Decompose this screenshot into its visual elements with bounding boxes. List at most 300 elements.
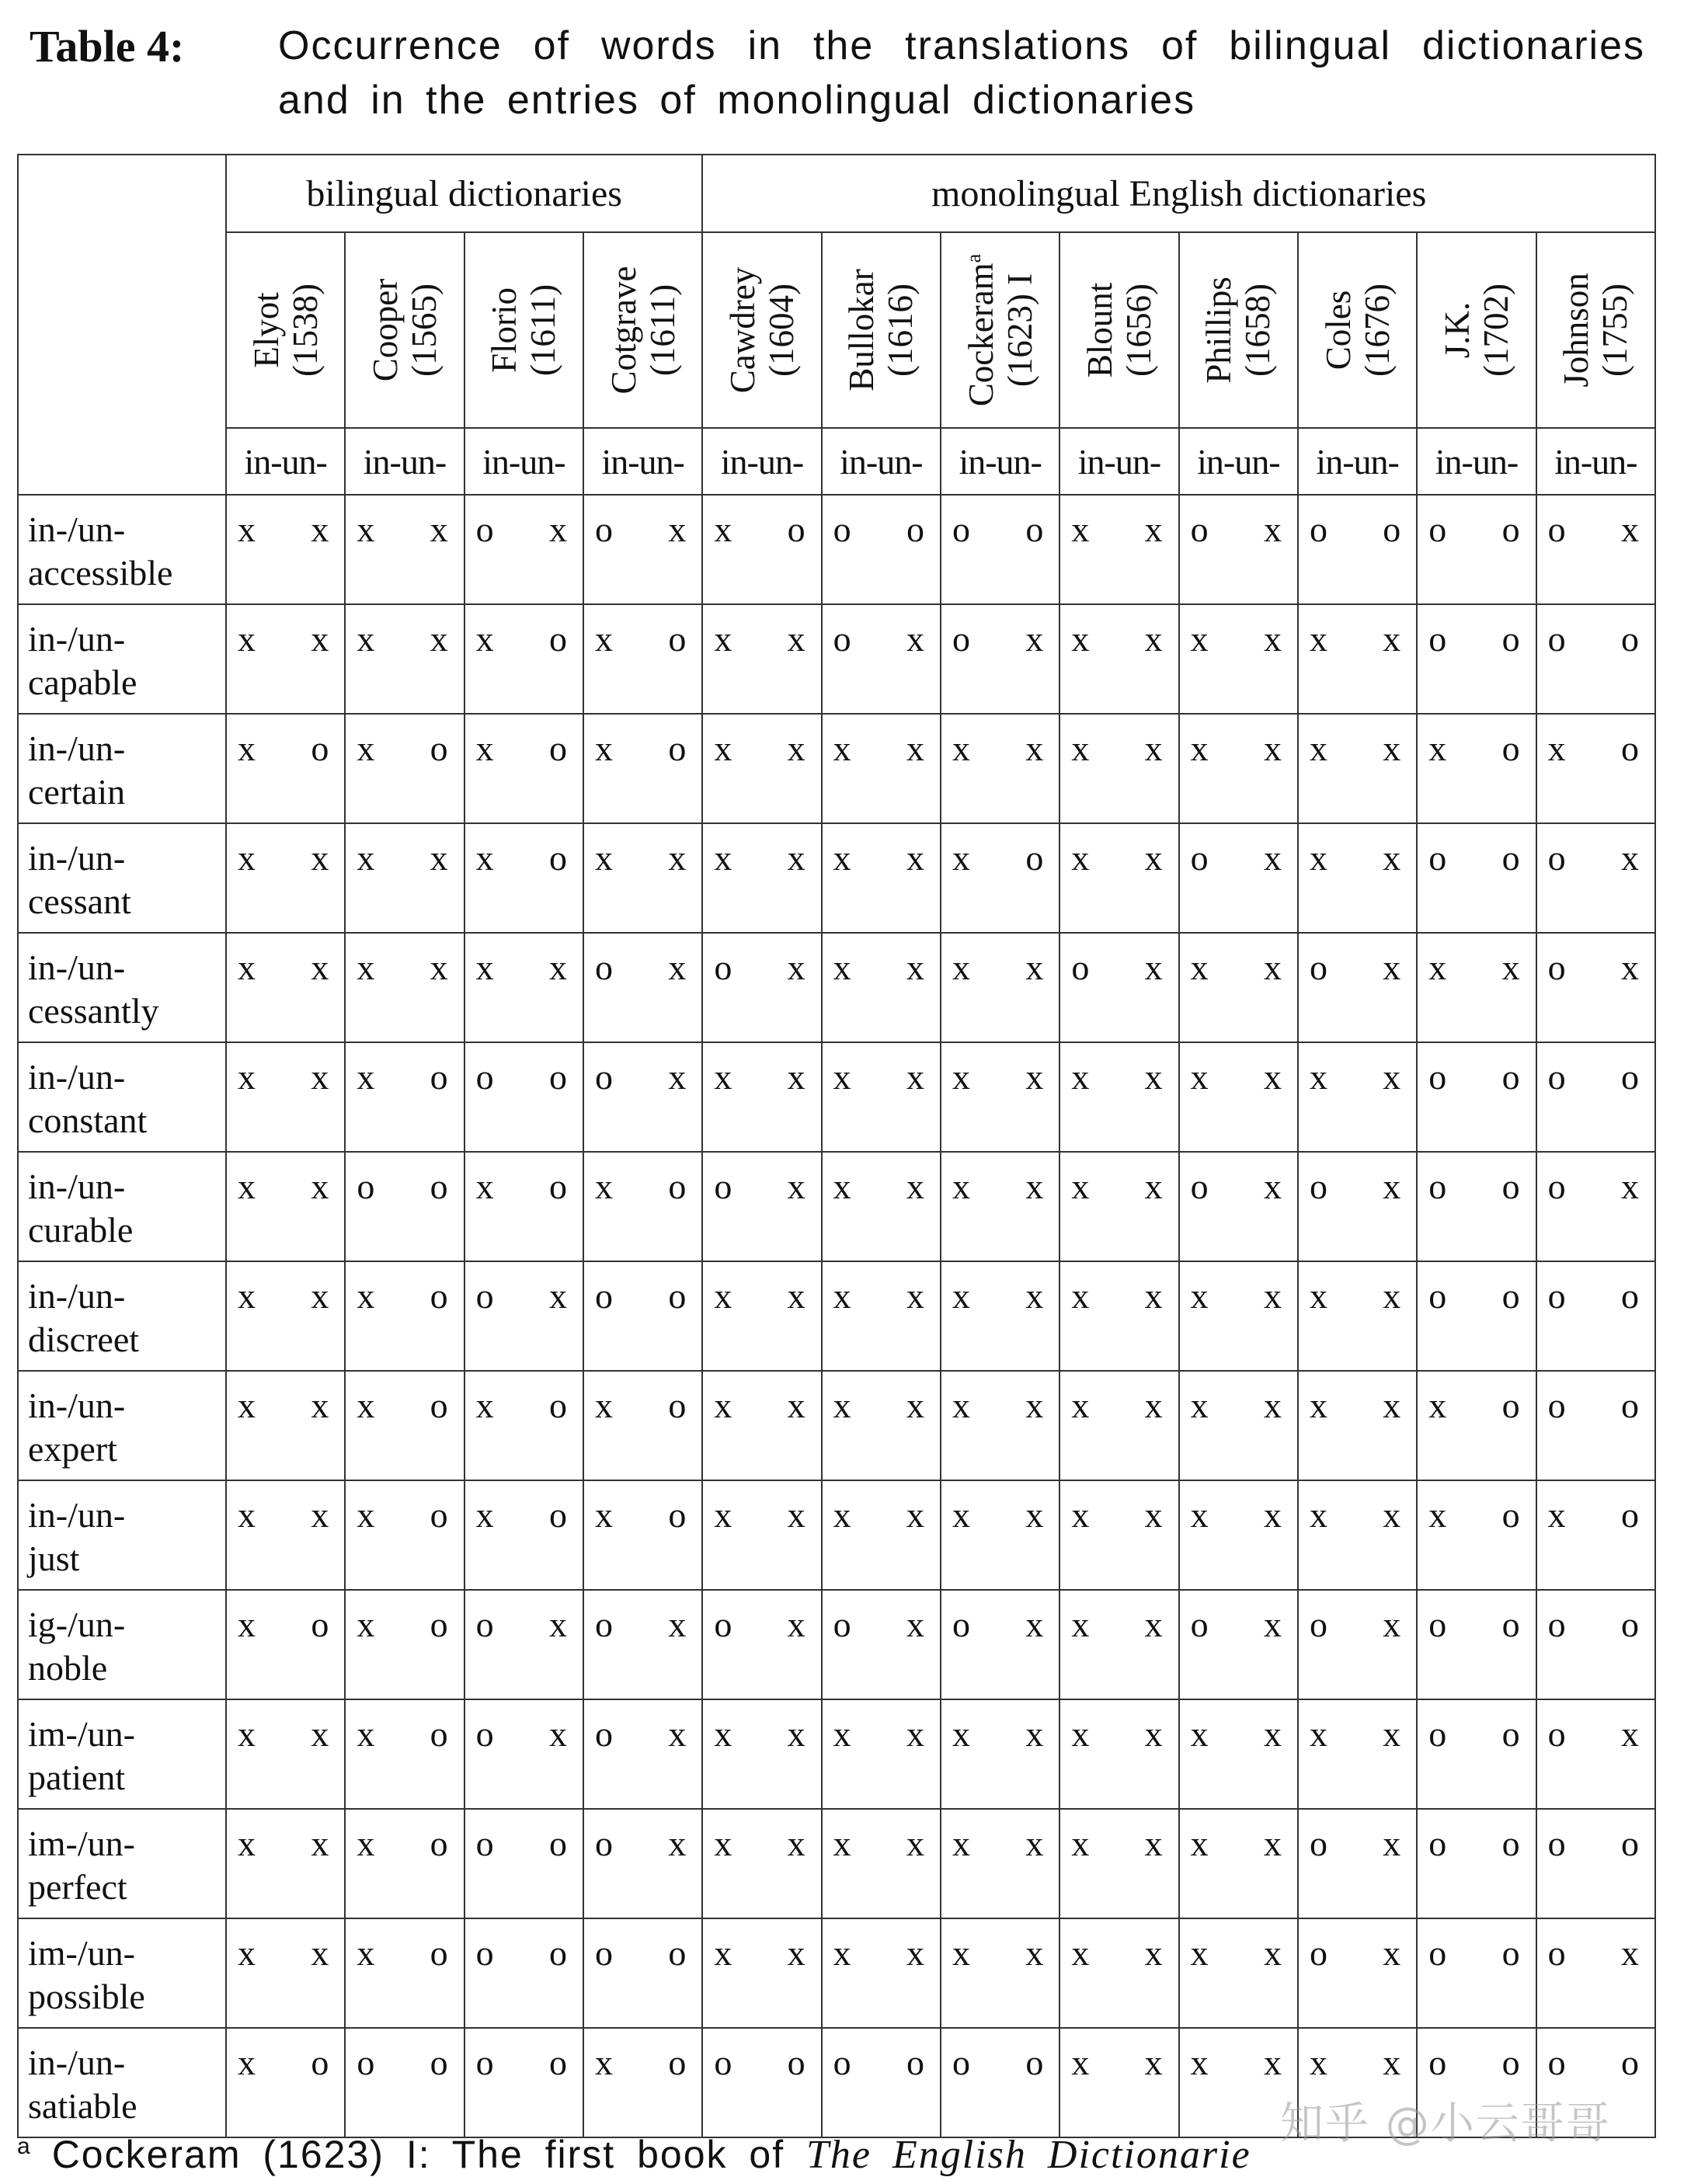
- occurrence-mark: x: [714, 509, 732, 549]
- occurrence-mark: o: [952, 619, 970, 659]
- occurrence-pair: [703, 1932, 820, 1975]
- occurrence-mark: x: [668, 1605, 687, 1644]
- occurrence-mark: x: [787, 948, 805, 987]
- occurrence-pair: [1060, 1384, 1178, 1428]
- occurrence-cell: [226, 1590, 345, 1699]
- occurrence-mark: x: [1071, 1714, 1090, 1754]
- occurrence-mark: o: [714, 948, 732, 987]
- occurrence-cell: [345, 1699, 464, 1809]
- occurrence-mark: o: [1428, 838, 1447, 878]
- occurrence-cell: [464, 2028, 583, 2137]
- occurrence-mark: x: [952, 1714, 970, 1754]
- occurrence-mark: x: [357, 619, 375, 659]
- occurrence-mark: x: [1025, 729, 1044, 768]
- occurrence-pair: [465, 1603, 583, 1647]
- occurrence-mark: o: [1501, 1167, 1520, 1206]
- occurrence-cell: [1298, 1371, 1417, 1480]
- occurrence-cell: [345, 933, 464, 1042]
- occurrence-pair: [584, 1603, 701, 1647]
- occurrence-mark: x: [714, 1933, 732, 1973]
- occurrence-cell: [345, 1809, 464, 1918]
- occurrence-mark: o: [1025, 2043, 1044, 2082]
- occurrence-cell: [1298, 1152, 1417, 1261]
- occurrence-pair: [1180, 1055, 1297, 1099]
- occurrence-mark: o: [1501, 1824, 1520, 1863]
- occurrence-mark: o: [430, 1933, 448, 1973]
- occurrence-mark: x: [1144, 948, 1163, 987]
- occurrence-pair: [1537, 1165, 1654, 1209]
- occurrence-pair: [941, 1384, 1059, 1428]
- occurrence-mark: x: [1383, 1276, 1401, 1316]
- occurrence-mark: o: [1501, 1714, 1520, 1754]
- occurrence-pair: [584, 617, 701, 661]
- occurrence-mark: o: [430, 1605, 448, 1644]
- corner-cell: [18, 155, 226, 495]
- occurrence-mark: x: [357, 1824, 375, 1863]
- occurrence-mark: o: [311, 2043, 329, 2082]
- occurrence-mark: x: [787, 1605, 805, 1644]
- occurrence-pair: [227, 2041, 344, 2085]
- occurrence-cell: [822, 1590, 941, 1699]
- occurrence-mark: o: [548, 729, 567, 768]
- occurrence-mark: o: [311, 729, 329, 768]
- occurrence-pair: [465, 2041, 583, 2085]
- occurrence-mark: x: [311, 1933, 329, 1973]
- occurrence-mark: o: [594, 1714, 613, 1754]
- occurrence-cell: [702, 2028, 821, 2137]
- occurrence-mark: x: [714, 1386, 732, 1425]
- occurrence-pair: [941, 946, 1059, 989]
- occurrence-mark: o: [1428, 1714, 1447, 1754]
- occurrence-cell: [1536, 1152, 1655, 1261]
- occurrence-mark: x: [548, 948, 567, 987]
- occurrence-mark: o: [594, 1605, 613, 1644]
- dictionary-name: Phillips: [1199, 276, 1239, 384]
- occurrence-pair: [584, 1822, 701, 1866]
- occurrence-pair: [1180, 727, 1297, 770]
- occurrence-mark: o: [1428, 1167, 1447, 1206]
- occurrence-mark: x: [668, 838, 687, 878]
- occurrence-pair: [941, 508, 1059, 551]
- occurrence-cell: [226, 1809, 345, 1918]
- occurrence-cell: [1536, 714, 1655, 823]
- occurrence-cell: [1179, 1699, 1298, 1809]
- occurrence-cell: [464, 1042, 583, 1152]
- occurrence-mark: o: [594, 1933, 613, 1973]
- occurrence-mark: o: [714, 1605, 732, 1644]
- occurrence-pair: [941, 1932, 1059, 1975]
- occurrence-mark: o: [1383, 509, 1401, 549]
- occurrence-cell: [941, 495, 1059, 604]
- occurrence-pair: [1299, 1494, 1416, 1537]
- occurrence-cell: [226, 1042, 345, 1152]
- dictionary-year: (1538): [285, 283, 325, 377]
- dictionary-year: (1604): [761, 283, 801, 377]
- table-row: [18, 714, 1655, 823]
- occurrence-pair: [346, 727, 463, 770]
- occurrence-pair: [1418, 946, 1535, 989]
- occurrence-cell: [1179, 1371, 1298, 1480]
- occurrence-pair: [1060, 1165, 1178, 1209]
- occurrence-cell: [345, 1371, 464, 1480]
- occurrence-mark: x: [548, 1276, 567, 1316]
- occurrence-mark: o: [833, 1605, 851, 1644]
- prefix-header-row: [18, 428, 1655, 495]
- occurrence-pair: [823, 1165, 940, 1209]
- table-row: [18, 1590, 1655, 1699]
- prefix-header-11: in-un-: [1536, 428, 1655, 495]
- occurrence-pair: [823, 508, 940, 551]
- occurrence-cell: [822, 1042, 941, 1152]
- occurrence-mark: o: [594, 948, 613, 987]
- occurrence-mark: x: [357, 1933, 375, 1973]
- occurrence-pair: [346, 1603, 463, 1647]
- occurrence-mark: x: [311, 1276, 329, 1316]
- occurrence-mark: x: [238, 948, 256, 987]
- occurrence-mark: o: [1428, 509, 1447, 549]
- occurrence-mark: x: [906, 948, 924, 987]
- occurrence-mark: x: [1383, 1057, 1401, 1097]
- word-cell: [18, 1699, 226, 1809]
- occurrence-pair: [465, 508, 583, 551]
- occurrence-pair: [941, 1275, 1059, 1318]
- table-row: [18, 933, 1655, 1042]
- occurrence-mark: x: [357, 1714, 375, 1754]
- occurrence-pair: [465, 1713, 583, 1756]
- group-header-monolingual: monolingual English dictionaries: [702, 155, 1655, 232]
- occurrence-mark: x: [548, 509, 567, 549]
- occurrence-mark: x: [548, 1714, 567, 1754]
- occurrence-mark: x: [238, 1167, 256, 1206]
- word-stem: possible: [28, 1977, 145, 2016]
- occurrence-mark: x: [311, 1495, 329, 1535]
- occurrence-mark: x: [668, 1824, 687, 1863]
- occurrence-mark: x: [311, 509, 329, 549]
- occurrence-mark: x: [1309, 729, 1327, 768]
- occurrence-mark: o: [1620, 1057, 1639, 1097]
- occurrence-pair: [1537, 1494, 1654, 1537]
- occurrence-table: [17, 154, 1656, 2138]
- occurrence-cell: [1179, 933, 1298, 1042]
- occurrence-mark: o: [952, 509, 970, 549]
- occurrence-mark: x: [1190, 1714, 1209, 1754]
- occurrence-cell: [345, 823, 464, 933]
- occurrence-pair: [465, 617, 583, 661]
- occurrence-pair: [346, 1822, 463, 1866]
- occurrence-cell: [1059, 1371, 1178, 1480]
- occurrence-cell: [583, 1152, 702, 1261]
- dictionary-header-7: [1059, 232, 1178, 428]
- occurrence-mark: x: [1263, 619, 1282, 659]
- occurrence-mark: x: [1428, 948, 1447, 987]
- occurrence-mark: x: [833, 1495, 851, 1535]
- occurrence-mark: x: [787, 1714, 805, 1754]
- occurrence-mark: o: [594, 1824, 613, 1863]
- word-cell: [18, 823, 226, 933]
- occurrence-mark: x: [1025, 1714, 1044, 1754]
- occurrence-cell: [702, 823, 821, 933]
- occurrence-mark: x: [1144, 1714, 1163, 1754]
- occurrence-mark: x: [1190, 948, 1209, 987]
- occurrence-cell: [583, 823, 702, 933]
- occurrence-mark: o: [1547, 1605, 1566, 1644]
- occurrence-pair: [584, 1055, 701, 1099]
- occurrence-mark: o: [1428, 1276, 1447, 1316]
- occurrence-mark: o: [1428, 1605, 1447, 1644]
- occurrence-mark: x: [1620, 509, 1639, 549]
- occurrence-mark: x: [1383, 1386, 1401, 1425]
- occurrence-mark: x: [311, 1714, 329, 1754]
- occurrence-pair: [465, 836, 583, 880]
- occurrence-mark: x: [1071, 1933, 1090, 1973]
- occurrence-pair: [941, 1822, 1059, 1866]
- occurrence-pair: [941, 1494, 1059, 1537]
- occurrence-mark: x: [787, 1495, 805, 1535]
- occurrence-cell: [702, 495, 821, 604]
- occurrence-pair: [823, 1384, 940, 1428]
- occurrence-cell: [702, 604, 821, 714]
- occurrence-mark: x: [1263, 1386, 1282, 1425]
- occurrence-cell: [345, 1918, 464, 2028]
- occurrence-mark: x: [1190, 2043, 1209, 2082]
- dictionary-header-11: [1536, 232, 1655, 428]
- occurrence-mark: x: [833, 1057, 851, 1097]
- occurrence-pair: [703, 2041, 820, 2085]
- occurrence-pair: [703, 1822, 820, 1866]
- occurrence-mark: o: [714, 1167, 732, 1206]
- occurrence-mark: x: [952, 838, 970, 878]
- occurrence-cell: [941, 1261, 1059, 1371]
- occurrence-mark: x: [1071, 729, 1090, 768]
- occurrence-cell: [1059, 1809, 1178, 1918]
- dictionary-year: (1702): [1476, 283, 1515, 377]
- occurrence-pair: [465, 1275, 583, 1318]
- occurrence-pair: [1180, 1165, 1297, 1209]
- occurrence-pair: [1299, 1165, 1416, 1209]
- occurrence-cell: [1417, 714, 1536, 823]
- word-cell: [18, 1590, 226, 1699]
- occurrence-mark: x: [906, 1057, 924, 1097]
- occurrence-cell: [1536, 1590, 1655, 1699]
- occurrence-pair: [1060, 2041, 1178, 2085]
- occurrence-mark: x: [1309, 2043, 1327, 2082]
- occurrence-mark: x: [594, 1386, 613, 1425]
- occurrence-pair: [1299, 727, 1416, 770]
- occurrence-mark: x: [714, 1495, 732, 1535]
- occurrence-cell: [464, 933, 583, 1042]
- occurrence-pair: [1299, 1822, 1416, 1866]
- occurrence-cell: [1536, 1261, 1655, 1371]
- occurrence-mark: x: [1620, 1167, 1639, 1206]
- occurrence-cell: [1536, 1809, 1655, 1918]
- occurrence-mark: o: [1501, 1495, 1520, 1535]
- occurrence-mark: x: [787, 1167, 805, 1206]
- occurrence-mark: x: [1383, 2043, 1401, 2082]
- occurrence-pair: [1537, 727, 1654, 770]
- occurrence-mark: x: [1383, 729, 1401, 768]
- occurrence-pair: [465, 946, 583, 989]
- occurrence-mark: o: [430, 1824, 448, 1863]
- table-row: [18, 1699, 1655, 1809]
- dictionary-year: (1656): [1119, 283, 1158, 377]
- occurrence-pair: [941, 1603, 1059, 1647]
- occurrence-cell: [1417, 1699, 1536, 1809]
- occurrence-mark: x: [906, 1386, 924, 1425]
- occurrence-cell: [345, 495, 464, 604]
- occurrence-cell: [941, 604, 1059, 714]
- occurrence-mark: x: [1428, 1495, 1447, 1535]
- occurrence-pair: [1537, 1822, 1654, 1866]
- occurrence-mark: x: [1383, 1714, 1401, 1754]
- occurrence-mark: o: [475, 1605, 494, 1644]
- occurrence-mark: x: [906, 619, 924, 659]
- occurrence-mark: o: [1501, 729, 1520, 768]
- occurrence-mark: o: [430, 1057, 448, 1097]
- occurrence-pair: [823, 1932, 940, 1975]
- occurrence-cell: [702, 714, 821, 823]
- occurrence-pair: [1060, 946, 1178, 989]
- occurrence-mark: o: [668, 1276, 687, 1316]
- occurrence-mark: x: [1383, 948, 1401, 987]
- occurrence-mark: x: [906, 729, 924, 768]
- occurrence-pair: [227, 1932, 344, 1975]
- occurrence-pair: [1060, 1275, 1178, 1318]
- occurrence-cell: [1536, 1918, 1655, 2028]
- occurrence-cell: [1417, 823, 1536, 933]
- occurrence-mark: o: [1547, 1386, 1566, 1425]
- occurrence-mark: x: [1501, 948, 1520, 987]
- footnote: [17, 2131, 1338, 2179]
- occurrence-pair: [703, 1603, 820, 1647]
- occurrence-mark: x: [1190, 1386, 1209, 1425]
- occurrence-cell: [1059, 714, 1178, 823]
- occurrence-pair: [1180, 1275, 1297, 1318]
- occurrence-mark: x: [1025, 1057, 1044, 1097]
- occurrence-pair: [823, 946, 940, 989]
- prefix-header-2: in-un-: [464, 428, 583, 495]
- occurrence-pair: [1418, 1494, 1535, 1537]
- occurrence-mark: x: [1071, 1495, 1090, 1535]
- occurrence-mark: x: [1383, 1824, 1401, 1863]
- prefix-header-1: in-un-: [345, 428, 464, 495]
- occurrence-mark: o: [430, 1167, 448, 1206]
- word-stem: constant: [28, 1101, 148, 1140]
- occurrence-mark: x: [1071, 1057, 1090, 1097]
- occurrence-mark: o: [1428, 1933, 1447, 1973]
- occurrence-mark: x: [238, 2043, 256, 2082]
- occurrence-cell: [822, 1699, 941, 1809]
- occurrence-mark: x: [1383, 1933, 1401, 1973]
- occurrence-mark: o: [668, 2043, 687, 2082]
- occurrence-mark: x: [238, 838, 256, 878]
- occurrence-mark: o: [1501, 1057, 1520, 1097]
- occurrence-pair: [227, 617, 344, 661]
- occurrence-pair: [1418, 1055, 1535, 1099]
- occurrence-pair: [1180, 1713, 1297, 1756]
- occurrence-mark: o: [1547, 838, 1566, 878]
- occurrence-cell: [1417, 604, 1536, 714]
- occurrence-mark: x: [952, 1933, 970, 1973]
- occurrence-mark: x: [1144, 1167, 1163, 1206]
- occurrence-pair: [346, 1275, 463, 1318]
- occurrence-cell: [345, 2028, 464, 2137]
- occurrence-pair: [703, 1494, 820, 1537]
- occurrence-cell: [1536, 1699, 1655, 1809]
- occurrence-pair: [346, 1055, 463, 1099]
- occurrence-mark: o: [594, 509, 613, 549]
- occurrence-mark: x: [906, 1714, 924, 1754]
- occurrence-pair: [1537, 836, 1654, 880]
- occurrence-cell: [1059, 2028, 1178, 2137]
- dictionary-name: Cockeram$^a$: [961, 253, 1000, 407]
- dictionary-name: Elyot: [246, 292, 286, 368]
- occurrence-pair: [1537, 1603, 1654, 1647]
- occurrence-pair: [227, 1603, 344, 1647]
- occurrence-mark: x: [311, 1057, 329, 1097]
- occurrence-cell: [1536, 495, 1655, 604]
- occurrence-pair: [1299, 508, 1416, 551]
- occurrence-pair: [1418, 1603, 1535, 1647]
- occurrence-cell: [1298, 1699, 1417, 1809]
- word-prefix: in-/un-: [28, 1495, 126, 1535]
- occurrence-cell: [702, 1152, 821, 1261]
- occurrence-pair: [227, 727, 344, 770]
- occurrence-mark: x: [475, 1167, 494, 1206]
- occurrence-mark: o: [833, 2043, 851, 2082]
- dictionary-name: Bullokar: [842, 269, 882, 391]
- occurrence-cell: [1059, 1918, 1178, 2028]
- occurrence-pair: [1180, 1822, 1297, 1866]
- occurrence-mark: x: [311, 948, 329, 987]
- occurrence-mark: o: [952, 2043, 970, 2082]
- occurrence-cell: [464, 823, 583, 933]
- occurrence-mark: x: [475, 1495, 494, 1535]
- word-stem: accessible: [28, 553, 173, 593]
- occurrence-mark: x: [1263, 729, 1282, 768]
- occurrence-cell: [1179, 1042, 1298, 1152]
- occurrence-pair: [465, 727, 583, 770]
- occurrence-mark: o: [475, 509, 494, 549]
- occurrence-mark: x: [475, 838, 494, 878]
- dictionary-header-5: [822, 232, 941, 428]
- occurrence-pair: [1060, 1603, 1178, 1647]
- occurrence-pair: [1180, 1384, 1297, 1428]
- occurrence-pair: [1060, 1713, 1178, 1756]
- occurrence-cell: [345, 1152, 464, 1261]
- occurrence-cell: [226, 1918, 345, 2028]
- occurrence-mark: o: [475, 2043, 494, 2082]
- occurrence-cell: [345, 1480, 464, 1590]
- dictionary-name: J.K.: [1437, 301, 1477, 359]
- occurrence-mark: o: [475, 1276, 494, 1316]
- occurrence-pair: [1180, 1494, 1297, 1537]
- occurrence-mark: x: [1144, 1933, 1163, 1973]
- occurrence-pair: [703, 1384, 820, 1428]
- table-row: [18, 604, 1655, 714]
- occurrence-mark: o: [1501, 619, 1520, 659]
- occurrence-mark: x: [357, 1276, 375, 1316]
- occurrence-cell: [464, 1480, 583, 1590]
- occurrence-pair: [941, 1713, 1059, 1756]
- occurrence-cell: [822, 714, 941, 823]
- occurrence-mark: o: [668, 1386, 687, 1425]
- occurrence-cell: [822, 1480, 941, 1590]
- occurrence-mark: o: [668, 619, 687, 659]
- occurrence-mark: o: [787, 2043, 805, 2082]
- occurrence-mark: x: [1144, 619, 1163, 659]
- occurrence-pair: [703, 508, 820, 551]
- occurrence-mark: x: [357, 509, 375, 549]
